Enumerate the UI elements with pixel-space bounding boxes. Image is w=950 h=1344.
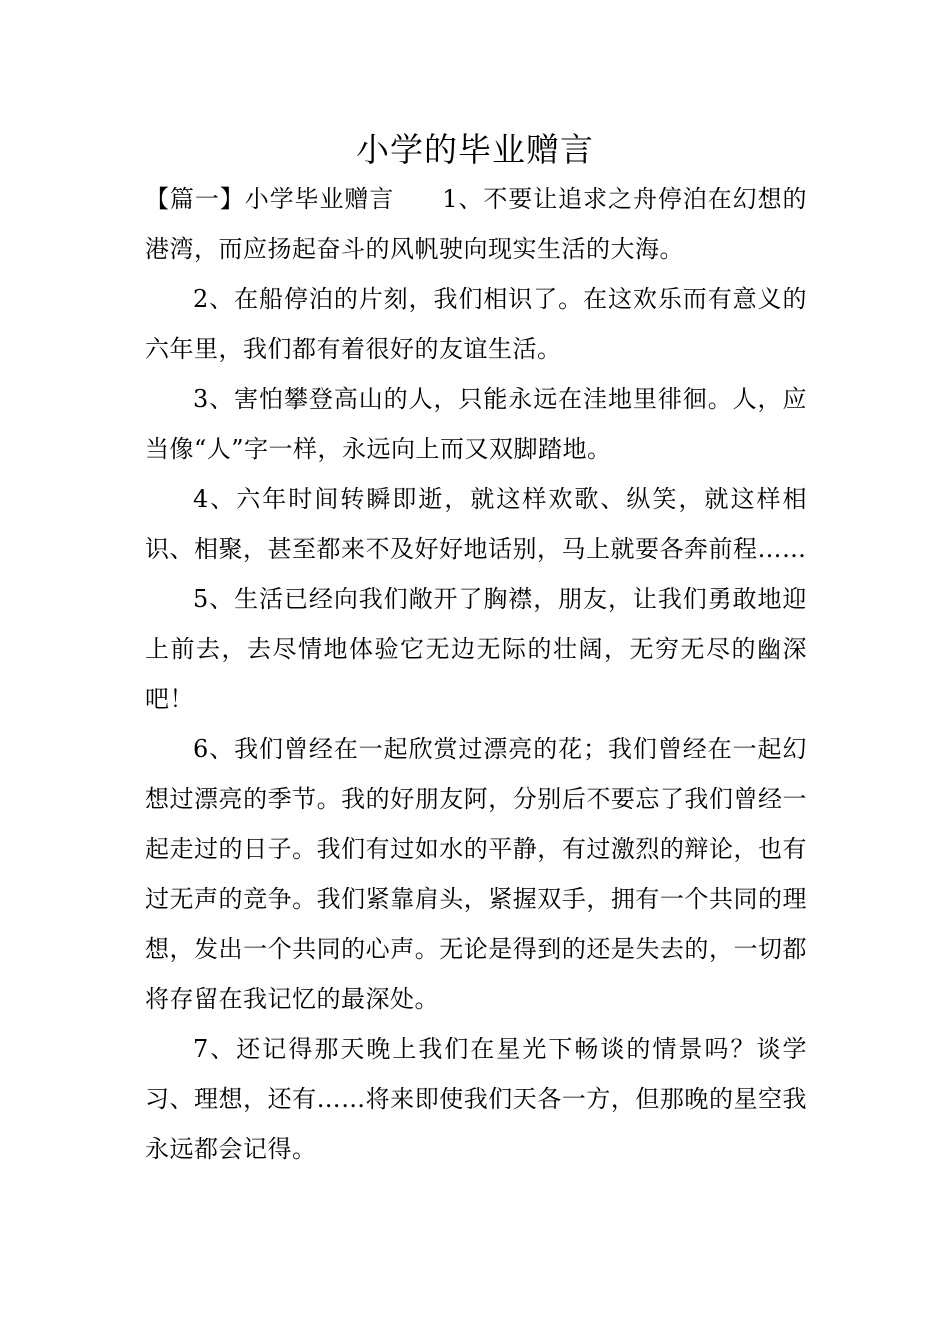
paragraph-1-text: 1、不要让追求之舟停泊在幻想的港湾，而应扬起奋斗的风帆驶向现实生活的大海。 (145, 185, 807, 263)
document-body (145, 174, 807, 1174)
paragraph-5: 5、生活已经向我们敞开了胸襟，朋友，让我们勇敢地迎上前去，去尽情地体验它无边无际的壮阔，无穷无尽的幽深吧！ (145, 585, 807, 713)
paragraph-3: 3、害怕攀登高山的人，只能永远在洼地里徘徊。人，应当像“人”字一样，永远向上而又双脚踏地。 (145, 385, 807, 463)
paragraph-6: 6、我们曾经在一起欣赏过漂亮的花；我们曾经在一起幻想过漂亮的季节。我的好朋友阿，分别后不要忘了我们曾经一起走过的日子。我们有过如水的平静，有过激烈的辩论，也有过无声的竞争。我们紧靠肩头，紧握双手，拥有一个共同的理想，发出一个共同的心声。无论是得到的还是失去的，一切都将存留在我记忆的最深处。 (145, 735, 807, 1013)
document-title: 小学的毕业赠言 (356, 130, 594, 169)
section-heading: 【篇一】小学毕业赠言 (145, 185, 395, 213)
paragraph-7: 7、还记得那天晚上我们在星光下畅谈的情景吗？谈学习、理想，还有……将来即使我们天各一方，但那晚的星空我永远都会记得。 (145, 1035, 807, 1163)
paragraph-1 (145, 174, 807, 274)
paragraph-2: 2、在船停泊的片刻，我们相识了。在这欢乐而有意义的六年里，我们都有着很好的友谊生活。 (145, 285, 807, 363)
paragraph-4: 4、六年时间转瞬即逝，就这样欢歌、纵笑，就这样相识、相聚，甚至都来不及好好地话别，马上就要各奔前程…… (145, 485, 807, 563)
